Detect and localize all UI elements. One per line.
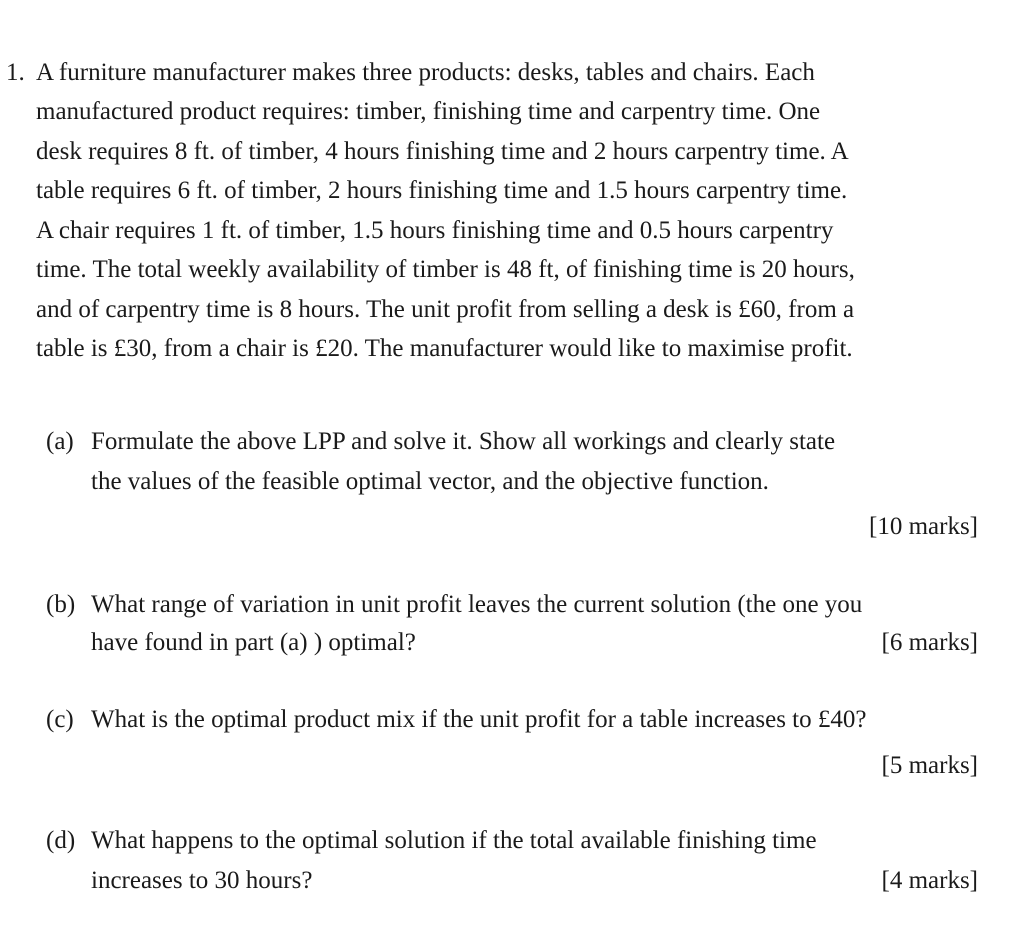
- part-c-line-1: What is the optimal product mix if the unit profit for a table increases to £40?: [91, 706, 867, 733]
- question-number: 1.: [6, 59, 25, 86]
- part-a-line-2: the values of the feasible optimal vector, and the objective function.: [91, 468, 769, 495]
- part-d-label: (d): [46, 827, 76, 854]
- intro-line-5: A chair requires 1 ft. of timber, 1.5 hours finishing time and 0.5 hours carpentry: [36, 217, 834, 244]
- intro-line-7: and of carpentry time is 8 hours. The unit profit from selling a desk is £60, from a: [36, 296, 855, 323]
- part-d-line-2: increases to 30 hours?: [91, 867, 313, 894]
- part-a-line-1: Formulate the above LPP and solve it. Show all workings and clearly state: [91, 428, 836, 455]
- part-a-marks: [10 marks]: [869, 513, 978, 540]
- part-b-label: (b): [46, 591, 76, 618]
- part-d-line-1: What happens to the optimal solution if the total available finishing time: [91, 827, 817, 854]
- intro-line-4: table requires 6 ft. of timber, 2 hours finishing time and 1.5 hours carpentry time.: [36, 177, 848, 204]
- intro-line-1: A furniture manufacturer makes three products: desks, tables and chairs. Each: [36, 59, 815, 86]
- part-c-label: (c): [46, 706, 74, 733]
- part-b-line-2: have found in part (a) ) optimal?: [91, 629, 416, 656]
- intro-line-3: desk requires 8 ft. of timber, 4 hours finishing time and 2 hours carpentry time. A: [36, 138, 849, 165]
- intro-line-6: time. The total weekly availability of timber is 48 ft, of finishing time is 20 hours,: [36, 256, 855, 283]
- part-b-line-1: What range of variation in unit profit leaves the current solution (the one you: [91, 591, 863, 618]
- intro-line-8: table is £30, from a chair is £20. The manufacturer would like to maximise profit.: [36, 335, 853, 362]
- part-d-marks: [4 marks]: [881, 867, 978, 894]
- part-b-marks: [6 marks]: [881, 629, 978, 656]
- part-c-marks: [5 marks]: [881, 752, 978, 779]
- part-a-label: (a): [46, 428, 74, 455]
- intro-line-2: manufactured product requires: timber, finishing time and carpentry time. One: [36, 98, 821, 125]
